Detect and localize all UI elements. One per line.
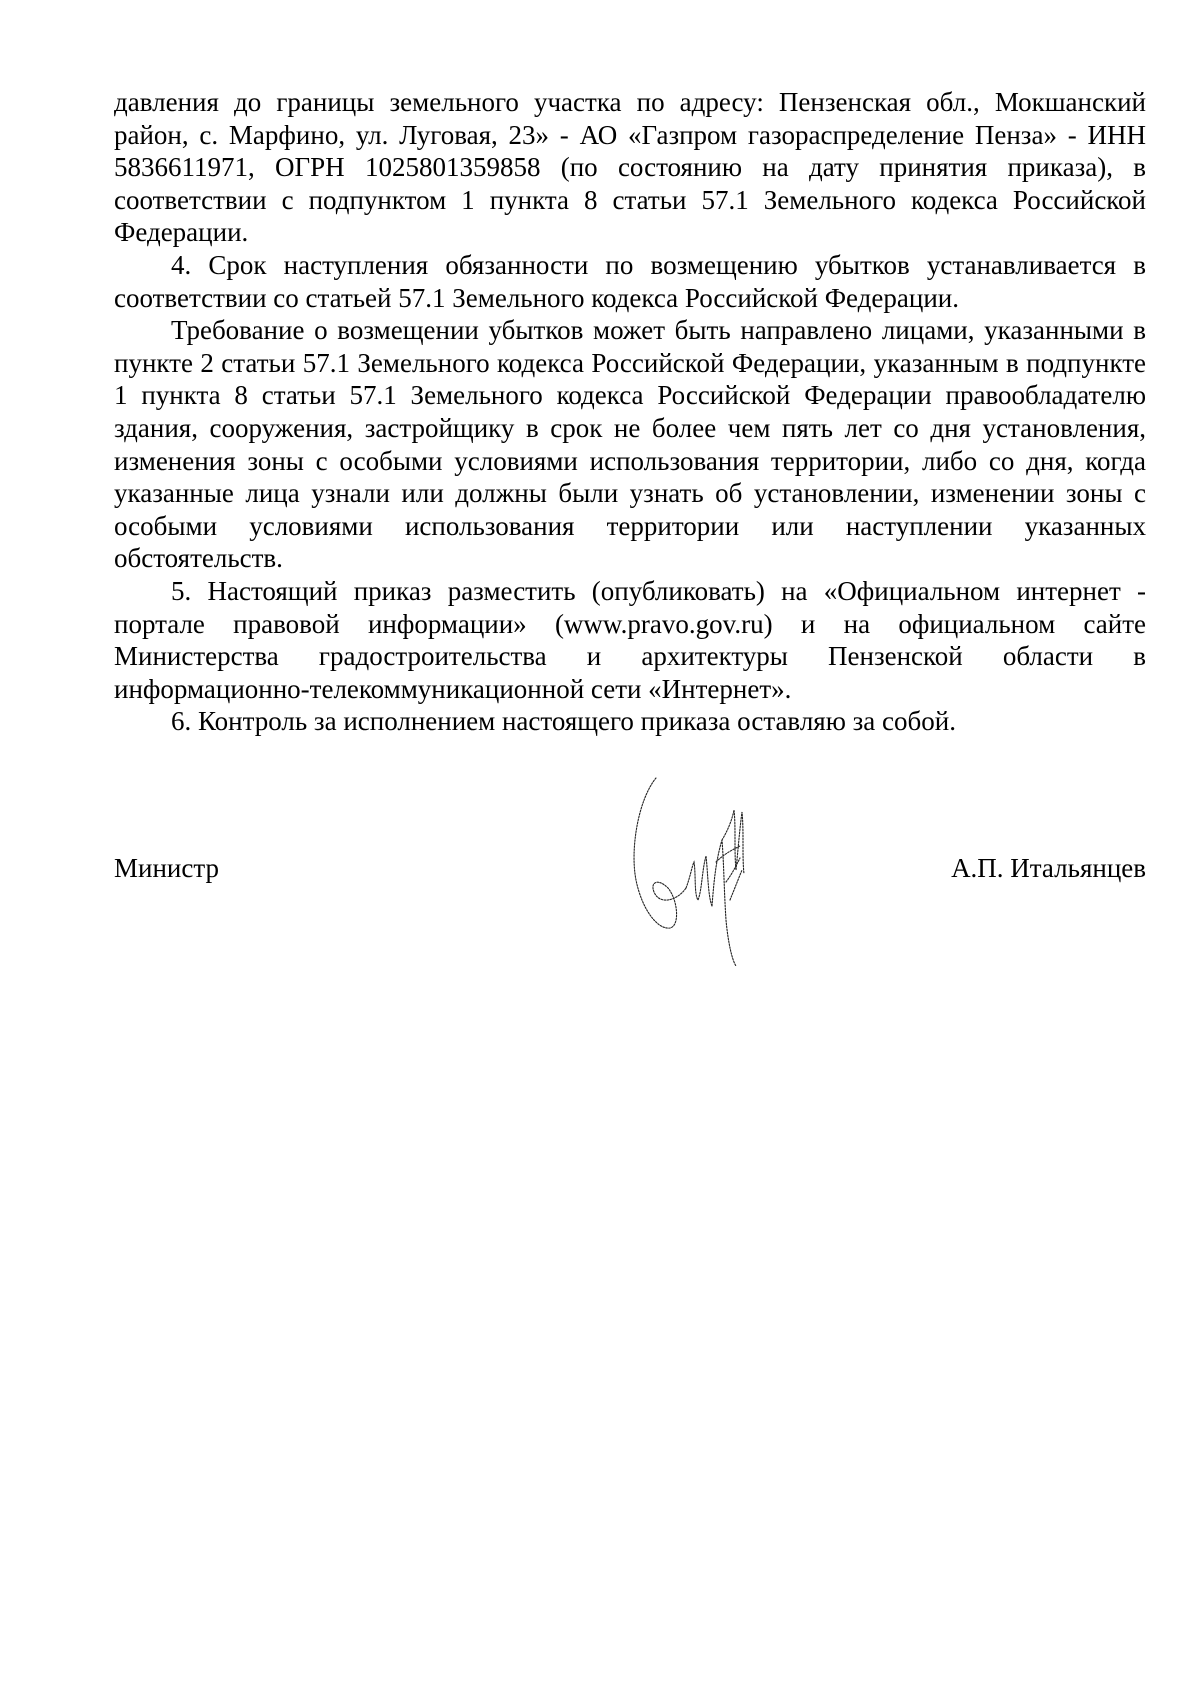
signatory-name: А.П. Итальянцев [951,853,1146,883]
paragraph-claim-requirement: Требование о возмещении убытков может быть направлено лицами, указанными в пункте 2 статьи 57.1 Земельного кодекса Российской Федерации, указанным в подпункте 1 пункта 8 статьи 57.1 Земельного кодекса Российской Федерации правообладателю здания, сооружения, застройщику в срок не более чем пять лет со дня установления, изменения зоны с особыми условиями использования территории, либо со дня, когда указанные лица узнали или должны были узнать об установлении, изменении зоны с особыми условиями использования территории или наступлении указанных обстоятельств. [114,315,1146,574]
signatory-title: Министр [114,853,219,883]
paragraph-item-4: 4. Срок наступления обязанности по возмещению убытков устанавливается в соответствии со статьей 57.1 Земельного кодекса Российской Федерации. [114,249,1146,313]
handwritten-signature [628,770,778,970]
document-body [114,86,1146,738]
paragraph-continuation: давления до границы земельного участка по адресу: Пензенская обл., Мокшанский район, с. Марфино, ул. Луговая, 23» - АО «Газпром газораспределение Пенза» - ИНН 5836611971, ОГРН 1025801359858 (по состоянию на дату принятия приказа), в соответствии с подпунктом 1 пункта 8 статьи 57.1 Земельного кодекса Российской Федерации. [114,87,1146,248]
paragraph-item-5: 5. Настоящий приказ разместить (опубликовать) на «Официальном интернет - портале правовой информации» (www.pravo.gov.ru) и на официальном сайте Министерства градостроительства и архитектуры Пензенской области в информационно-телекоммуникационной сети «Интернет». [114,575,1146,704]
paragraph-item-6: 6. Контроль за исполнением настоящего приказа оставляю за собой. [171,706,956,737]
